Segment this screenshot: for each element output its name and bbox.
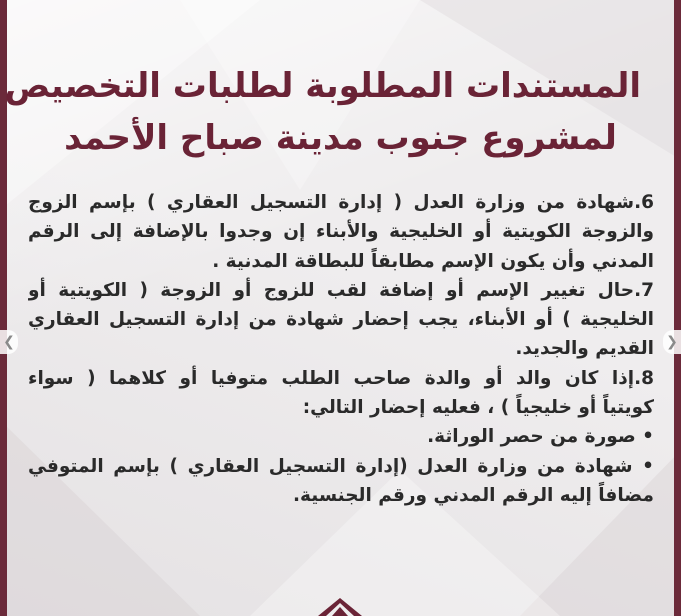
bullet-item: • شهادة من وزارة العدل (إدارة التسجيل العقاري ) بإسم المتوفي — [28, 455, 654, 477]
body-line: كويتياً أو خليجياً ) ، فعليه إحضار التالي: — [302, 397, 654, 419]
body-line: الخليجية ) أو الأبناء، يجب إحضار شهادة من إدارة التسجيل العقاري — [28, 309, 654, 331]
chevron-right-icon[interactable]: ❯ — [663, 330, 681, 354]
body-line: والزوجة الكويتية أو الخليجية والأبناء إن وجدوا بالإضافة إلى الرقم — [28, 221, 654, 243]
bullet-item: • صورة من حصر الوراثة. — [427, 426, 654, 448]
logo-mark — [318, 598, 362, 616]
body-line: 7.حال تغيير الإسم أو إضافة لقب للزوج أو الزوجة ( الكويتية أو — [28, 279, 654, 301]
page-title-line-2: لمشروع جنوب مدينة صباح الأحمد — [64, 118, 617, 158]
body-line: 8.إذا كان والد أو والدة صاحب الطلب متوفيا أو كلاهما ( سواء — [28, 367, 654, 389]
body-line: مضافاً إليه الرقم المدني ورقم الجنسية. — [293, 484, 654, 506]
right-frame-border — [674, 0, 681, 616]
page-title-line-1: المستندات المطلوبة لطلبات التخصيص — [4, 66, 641, 106]
document-body — [28, 188, 654, 510]
body-line: 6.شهادة من وزارة العدل ( إدارة التسجيل العقاري ) بإسم الزوج — [28, 192, 654, 213]
chevron-left-icon[interactable]: ❮ — [0, 330, 18, 354]
body-line: القديم والجديد. — [515, 338, 654, 360]
body-line: المدني وأن يكون الإسم مطابقاً للبطاقة المدنية . — [212, 250, 654, 272]
